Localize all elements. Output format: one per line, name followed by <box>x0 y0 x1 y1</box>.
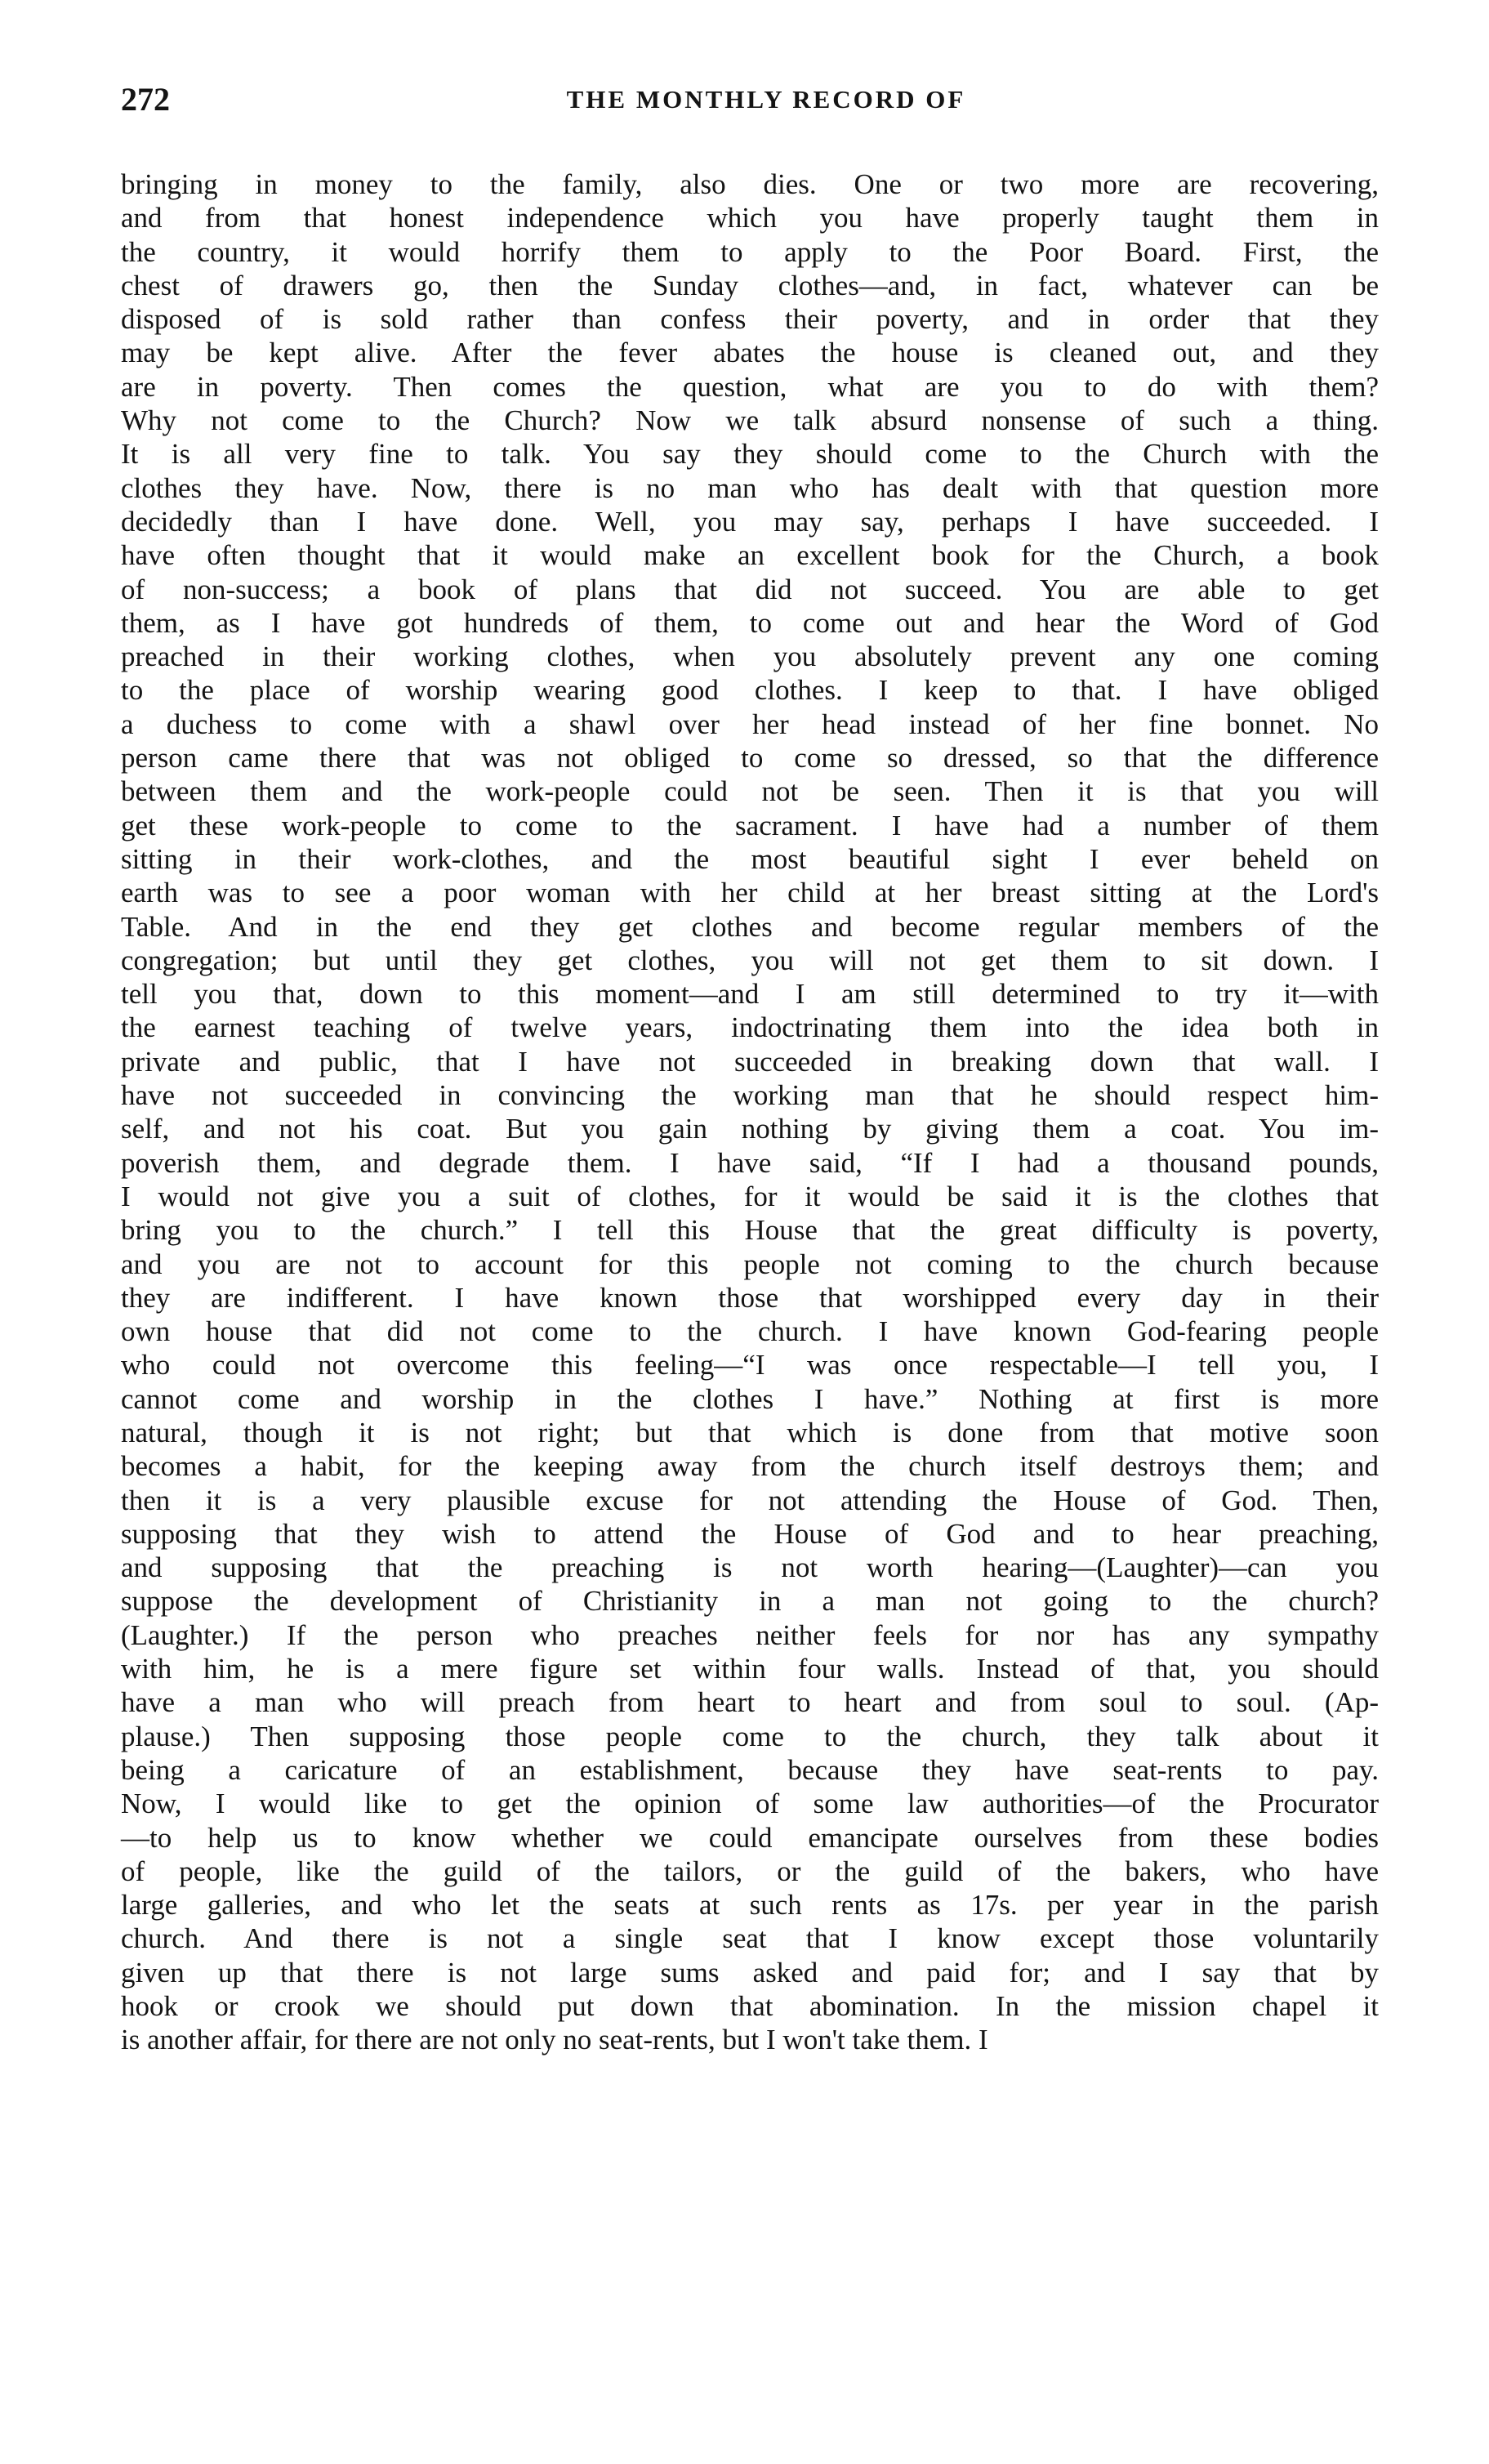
running-head <box>121 75 1379 124</box>
text-line: Now, I would like to get the opinion of some law authorities—of the Procurator <box>121 1788 1379 1820</box>
text-line: sitting in their work-clothes, and the most beautiful sight I ever beheld on <box>121 842 1379 875</box>
text-line: large galleries, and who let the seats at such rents as 17s. per year in the parish <box>121 1889 1379 1922</box>
text-line: being a caricature of an establishment, because they have seat-rents to pay. <box>121 1753 1379 1786</box>
text-line: is another affair, for there are not only no seat-rents, but I won't take them. I <box>121 2024 988 2056</box>
text-line: with him, he is a mere figure set within four walls. Instead of that, you should <box>121 1653 1379 1685</box>
text-line: have not succeeded in convincing the working man that he should respect him- <box>121 1079 1379 1112</box>
text-line: of non-success; a book of plans that did not succeed. You are able to get <box>121 573 1379 605</box>
text-line: who could not overcome this feeling—“I was once respectable—I tell you, I <box>121 1349 1379 1382</box>
text-line: I would not give you a suit of clothes, for it would be said it is the clothes that <box>121 1180 1379 1212</box>
text-line: disposed of is sold rather than confess their poverty, and in order that they <box>121 303 1379 336</box>
text-line: —to help us to know whether we could emancipate ourselves from these bodies <box>121 1821 1379 1854</box>
text-line: to the place of worship wearing good clothes. I keep to that. I have obliged <box>121 674 1379 707</box>
page-number: 272 <box>121 81 170 118</box>
text-line: are in poverty. Then comes the question, what are you to do with them? <box>121 370 1379 403</box>
text-line: and from that honest independence which you have properly taught them in <box>121 202 1379 234</box>
text-line: given up that there is not large sums asked and paid for; and I say that by <box>121 1956 1379 1989</box>
text-line: bringing in money to the family, also dies. One or two more are recovering, <box>121 168 1379 200</box>
text-line: supposing that they wish to attend the House of God and to hear preaching, <box>121 1517 1379 1550</box>
text-line: self, and not his coat. But you gain nothing by giving them a coat. You im- <box>121 1113 1379 1145</box>
text-line: them, as I have got hundreds of them, to come out and hear the Word of God <box>121 606 1379 639</box>
text-line: church. And there is not a single seat that I know except those voluntarily <box>121 1922 1379 1955</box>
text-line: may be kept alive. After the fever abates the house is cleaned out, and they <box>121 337 1379 369</box>
text-line: becomes a habit, for the keeping away from the church itself destroys them; and <box>121 1450 1379 1483</box>
text-line: suppose the development of Christianity in a man not going to the church? <box>121 1585 1379 1618</box>
text-line: earth was to see a poor woman with her child at her breast sitting at the Lord's <box>121 877 1379 909</box>
text-line: (Laughter.) If the person who preaches neither feels for nor has any sympathy <box>121 1618 1379 1651</box>
text-line: tell you that, down to this moment—and I am still determined to try it—with <box>121 978 1379 1011</box>
journal-title: THE MONTHLY RECORD OF <box>566 85 966 114</box>
text-line: and you are not to account for this people not coming to the church because <box>121 1248 1379 1280</box>
text-line: decidedly than I have done. Well, you may say, perhaps I have succeeded. I <box>121 505 1379 538</box>
text-line: have a man who will preach from heart to heart and from soul to soul. (Ap- <box>121 1686 1379 1719</box>
text-line: plause.) Then supposing those people come to the church, they talk about it <box>121 1720 1379 1752</box>
text-line: person came there that was not obliged to come so dressed, so that the difference <box>121 742 1379 774</box>
text-line: preached in their working clothes, when you absolutely prevent any one coming <box>121 641 1379 673</box>
text-line: between them and the work-people could not be seen. Then it is that you will <box>121 775 1379 808</box>
text-line: then it is a very plausible excuse for not attending the House of God. Then, <box>121 1484 1379 1516</box>
text-line: bring you to the church.” I tell this House that the great difficulty is poverty, <box>121 1214 1379 1247</box>
text-line: get these work-people to come to the sacrament. I have had a number of them <box>121 809 1379 841</box>
text-line: It is all very fine to talk. You say they should come to the Church with the <box>121 438 1379 471</box>
text-line: a duchess to come with a shawl over her head instead of her fine bonnet. No <box>121 708 1379 740</box>
text-line: own house that did not come to the church. I have known God-fearing people <box>121 1315 1379 1348</box>
text-line: have often thought that it would make an excellent book for the Church, a book <box>121 539 1379 572</box>
text-line: of people, like the guild of the tailors, or the guild of the bakers, who have <box>121 1855 1379 1887</box>
text-line: chest of drawers go, then the Sunday clothes—and, in fact, whatever can be <box>121 269 1379 301</box>
text-line: the earnest teaching of twelve years, indoctrinating them into the idea both in <box>121 1011 1379 1044</box>
text-line: congregation; but until they get clothes, you will not get them to sit down. I <box>121 944 1379 976</box>
text-line: cannot come and worship in the clothes I have.” Nothing at first is more <box>121 1382 1379 1415</box>
text-line: and supposing that the preaching is not worth hearing—(Laughter)—can you <box>121 1551 1379 1584</box>
text-line: the country, it would horrify them to apply to the Poor Board. First, the <box>121 235 1379 268</box>
body-text <box>121 167 1379 2057</box>
text-line: they are indifferent. I have known those that worshipped every day in their <box>121 1281 1379 1314</box>
text-line: hook or crook we should put down that abomination. In the mission chapel it <box>121 1990 1379 2023</box>
text-line: clothes they have. Now, there is no man who has dealt with that question more <box>121 471 1379 504</box>
text-line: Why not come to the Church? Now we talk absurd nonsense of such a thing. <box>121 404 1379 437</box>
text-line: poverish them, and degrade them. I have said, “If I had a thousand pounds, <box>121 1146 1379 1179</box>
text-line: private and public, that I have not succeeded in breaking down that wall. I <box>121 1045 1379 1078</box>
text-line: natural, though it is not right; but that which is done from that motive soon <box>121 1416 1379 1448</box>
text-line: Table. And in the end they get clothes and become regular members of the <box>121 910 1379 943</box>
